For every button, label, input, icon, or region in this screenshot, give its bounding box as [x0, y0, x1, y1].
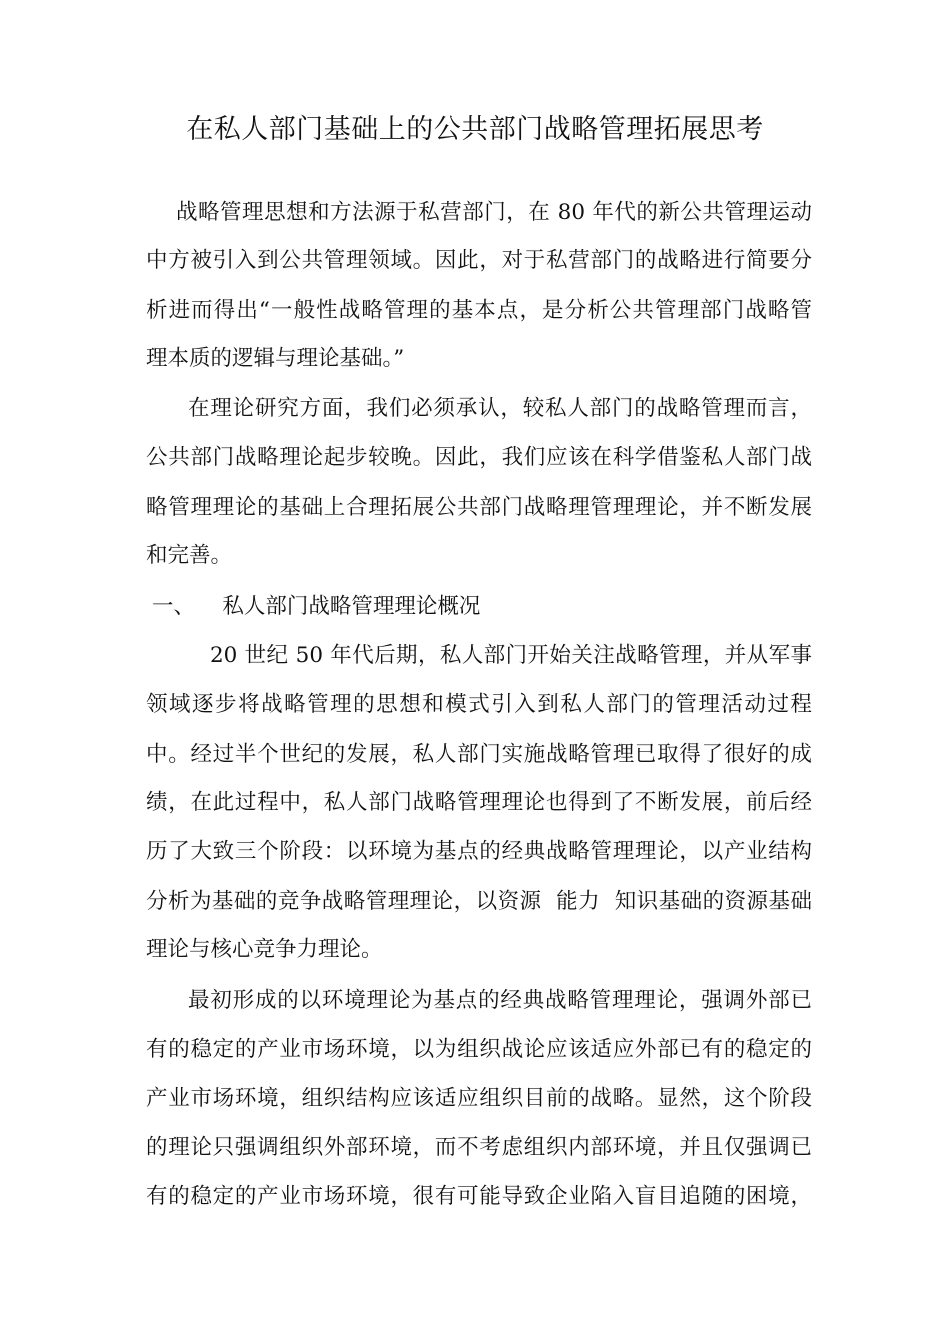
paragraph-line: 和完善。: [146, 543, 233, 568]
paragraph-line: 中。经过半个世纪的发展，私人部门实施战略管理已取得了很好的成: [146, 742, 812, 767]
paragraph-line: 理论与核心竞争力理论。: [146, 937, 383, 962]
paragraph-line: 产业市场环境，组织结构应该适应组织目前的战略。显然，这个阶段: [146, 1086, 812, 1111]
paragraph-line: 分析为基础的竞争战略管理理论，以资源 能力 知识基础的资源基础: [146, 889, 812, 914]
paragraph-line: 有的稳定的产业市场环境，很有可能导致企业陷入盲目追随的困境，: [146, 1184, 812, 1209]
paragraph-line: 战略管理思想和方法源于私营部门，在 80 年代的新公共管理运动: [176, 200, 812, 225]
paragraph-line: 理本质的逻辑与理论基础。”: [146, 346, 405, 371]
paragraph-line: 公共部门战略理论起步较晚。因此，我们应该在科学借鉴私人部门战: [146, 445, 812, 470]
paragraph-line: 领域逐步将战略管理的思想和模式引入到私人部门的管理活动过程: [146, 692, 812, 717]
paragraph-line: 略管理理论的基础上合理拓展公共部门战略理管理理论，并不断发展: [146, 495, 812, 520]
paragraph-line: 20 世纪 50 年代后期，私人部门开始关注战略管理，并从军事: [210, 643, 812, 668]
paragraph-line: 绩，在此过程中，私人部门战略管理理论也得到了不断发展，前后经: [146, 790, 812, 815]
document-title: 在私人部门基础上的公共部门战略管理拓展思考: [186, 114, 764, 145]
section-heading: 一、 私人部门战略管理理论概况: [152, 594, 481, 619]
paragraph-line: 有的稳定的产业市场环境，以为组织战论应该适应外部已有的稳定的: [146, 1037, 812, 1062]
paragraph-line: 的理论只强调组织外部环境，而不考虑组织内部环境，并且仅强调已: [146, 1135, 812, 1160]
paragraph-line: 析进而得出“一般性战略管理的基本点，是分析公共管理部门战略管: [146, 298, 812, 323]
paragraph-line: 最初形成的以环境理论为基点的经典战略管理理论，强调外部已: [188, 988, 812, 1013]
paragraph-line: 在理论研究方面，我们必须承认，较私人部门的战略管理而言，: [188, 396, 812, 421]
paragraph-line: 历了大致三个阶段：以环境为基点的经典战略管理理论，以产业结构: [146, 839, 812, 864]
paragraph-line: 中方被引入到公共管理领域。因此，对于私营部门的战略进行简要分: [146, 248, 812, 273]
